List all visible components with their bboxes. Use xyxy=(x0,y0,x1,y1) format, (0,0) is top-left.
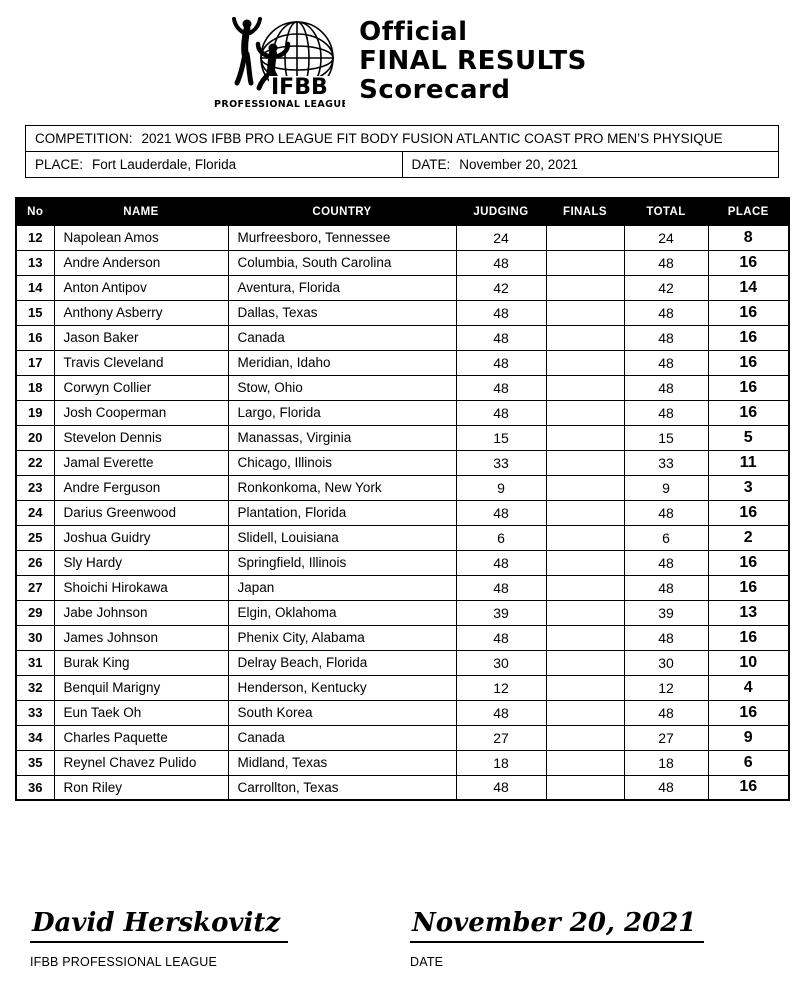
competitor-country: Dallas, Texas xyxy=(228,300,456,325)
total-score: 48 xyxy=(624,325,708,350)
competitor-country: Elgin, Oklahoma xyxy=(228,600,456,625)
place-rank: 9 xyxy=(708,725,789,750)
col-header-no: No xyxy=(16,198,54,225)
signature-date: November 20, 2021 xyxy=(410,908,704,943)
total-score: 33 xyxy=(624,450,708,475)
competitor-number: 34 xyxy=(16,725,54,750)
place-rank: 14 xyxy=(708,275,789,300)
ifbb-logo xyxy=(213,10,345,110)
place-rank: 16 xyxy=(708,350,789,375)
logo-subtitle-text: PROFESSIONAL LEAGUE xyxy=(214,99,346,110)
col-header-judging: JUDGING xyxy=(456,198,546,225)
table-row xyxy=(16,450,789,475)
judging-score: 15 xyxy=(456,425,546,450)
competitor-name: James Johnson xyxy=(54,625,228,650)
competitor-country: Stow, Ohio xyxy=(228,375,456,400)
competitor-number: 25 xyxy=(16,525,54,550)
competitor-name: Reynel Chavez Pulido xyxy=(54,750,228,775)
competitor-number: 23 xyxy=(16,475,54,500)
competitor-name: Josh Cooperman xyxy=(54,400,228,425)
place-rank: 16 xyxy=(708,250,789,275)
table-row xyxy=(16,600,789,625)
results-table xyxy=(15,197,790,801)
competitor-number: 30 xyxy=(16,625,54,650)
table-row xyxy=(16,575,789,600)
results-body xyxy=(16,225,789,800)
judging-score: 27 xyxy=(456,725,546,750)
total-score: 48 xyxy=(624,400,708,425)
place-rank: 16 xyxy=(708,775,789,800)
finals-score xyxy=(546,575,624,600)
competitor-name: Corwyn Collier xyxy=(54,375,228,400)
competitor-name: Anthony Asberry xyxy=(54,300,228,325)
competitor-number: 18 xyxy=(16,375,54,400)
competitor-name: Andre Ferguson xyxy=(54,475,228,500)
judging-score: 18 xyxy=(456,750,546,775)
competitor-number: 24 xyxy=(16,500,54,525)
competitor-number: 19 xyxy=(16,400,54,425)
col-header-name: NAME xyxy=(54,198,228,225)
table-row xyxy=(16,325,789,350)
place-rank: 16 xyxy=(708,400,789,425)
competitor-number: 32 xyxy=(16,675,54,700)
judging-score: 48 xyxy=(456,250,546,275)
place-rank: 16 xyxy=(708,550,789,575)
competitor-name: Benquil Marigny xyxy=(54,675,228,700)
competitor-country: Phenix City, Alabama xyxy=(228,625,456,650)
competitor-country: South Korea xyxy=(228,700,456,725)
logo-ifbb-text: IFBB xyxy=(271,75,328,100)
total-score: 48 xyxy=(624,775,708,800)
table-row xyxy=(16,550,789,575)
judging-score: 12 xyxy=(456,675,546,700)
col-header-total: TOTAL xyxy=(624,198,708,225)
competitor-country: Henderson, Kentucky xyxy=(228,675,456,700)
competition-info-box xyxy=(25,125,779,178)
competitor-name: Travis Cleveland xyxy=(54,350,228,375)
table-row xyxy=(16,700,789,725)
finals-score xyxy=(546,550,624,575)
finals-score xyxy=(546,225,624,250)
table-row xyxy=(16,300,789,325)
competitor-name: Jason Baker xyxy=(54,325,228,350)
judging-score: 48 xyxy=(456,775,546,800)
table-row xyxy=(16,500,789,525)
signature-org-label: IFBB PROFESSIONAL LEAGUE xyxy=(30,955,218,969)
table-row xyxy=(16,250,789,275)
place-rank: 16 xyxy=(708,375,789,400)
total-score: 9 xyxy=(624,475,708,500)
competitor-number: 36 xyxy=(16,775,54,800)
competitor-country: Chicago, Illinois xyxy=(228,450,456,475)
table-row xyxy=(16,650,789,675)
finals-score xyxy=(546,375,624,400)
title-line-1: Official xyxy=(359,17,468,47)
col-header-country: COUNTRY xyxy=(228,198,456,225)
judging-score: 48 xyxy=(456,375,546,400)
col-header-place: PLACE xyxy=(708,198,789,225)
competitor-name: Burak King xyxy=(54,650,228,675)
finals-score xyxy=(546,450,624,475)
table-row xyxy=(16,775,789,800)
competitor-number: 14 xyxy=(16,275,54,300)
place-rank: 8 xyxy=(708,225,789,250)
total-score: 48 xyxy=(624,575,708,600)
signature-date-label: DATE xyxy=(410,955,444,969)
total-score: 24 xyxy=(624,225,708,250)
judging-score: 48 xyxy=(456,700,546,725)
competitor-country: Carrollton, Texas xyxy=(228,775,456,800)
place-rank: 16 xyxy=(708,325,789,350)
finals-score xyxy=(546,300,624,325)
finals-score xyxy=(546,650,624,675)
finals-score xyxy=(546,350,624,375)
competitor-name: Anton Antipov xyxy=(54,275,228,300)
competitor-name: Charles Paquette xyxy=(54,725,228,750)
place-rank: 16 xyxy=(708,300,789,325)
competitor-country: Aventura, Florida xyxy=(228,275,456,300)
competitor-name: Napolean Amos xyxy=(54,225,228,250)
competitor-number: 20 xyxy=(16,425,54,450)
finals-score xyxy=(546,475,624,500)
place-rank: 11 xyxy=(708,450,789,475)
competitor-country: Slidell, Louisiana xyxy=(228,525,456,550)
finals-score xyxy=(546,725,624,750)
table-row xyxy=(16,725,789,750)
official-signature: David Herskovitz xyxy=(30,908,288,943)
table-row xyxy=(16,475,789,500)
competition-cell xyxy=(26,126,779,152)
judging-score: 30 xyxy=(456,650,546,675)
title-line-2: FINAL RESULTS xyxy=(359,46,587,76)
competitor-number: 15 xyxy=(16,300,54,325)
competitor-name: Jamal Everette xyxy=(54,450,228,475)
finals-score xyxy=(546,675,624,700)
page-header xyxy=(0,10,800,110)
table-row xyxy=(16,525,789,550)
judging-score: 33 xyxy=(456,450,546,475)
total-score: 48 xyxy=(624,625,708,650)
finals-score xyxy=(546,500,624,525)
table-row xyxy=(16,400,789,425)
competitor-country: Canada xyxy=(228,725,456,750)
table-row xyxy=(16,375,789,400)
total-score: 12 xyxy=(624,675,708,700)
date-value: November 20, 2021 xyxy=(459,157,578,172)
competition-row xyxy=(26,126,779,152)
competitor-country: Meridian, Idaho xyxy=(228,350,456,375)
judging-score: 48 xyxy=(456,625,546,650)
total-score: 15 xyxy=(624,425,708,450)
competition-value: 2021 WOS IFBB PRO LEAGUE FIT BODY FUSION ATLANTIC COAST PRO MEN’S PHYSIQUE xyxy=(141,131,723,146)
competitor-number: 31 xyxy=(16,650,54,675)
total-score: 48 xyxy=(624,300,708,325)
finals-score xyxy=(546,425,624,450)
judging-score: 39 xyxy=(456,600,546,625)
date-signature-block xyxy=(410,908,704,969)
place-rank: 16 xyxy=(708,700,789,725)
total-score: 48 xyxy=(624,250,708,275)
finals-score xyxy=(546,525,624,550)
finals-score xyxy=(546,625,624,650)
finals-score xyxy=(546,400,624,425)
total-score: 48 xyxy=(624,500,708,525)
competitor-country: Delray Beach, Florida xyxy=(228,650,456,675)
total-score: 18 xyxy=(624,750,708,775)
total-score: 48 xyxy=(624,550,708,575)
competitor-country: Springfield, Illinois xyxy=(228,550,456,575)
judging-score: 48 xyxy=(456,550,546,575)
total-score: 42 xyxy=(624,275,708,300)
place-label: PLACE: xyxy=(35,157,84,172)
competitor-name: Ron Riley xyxy=(54,775,228,800)
document-title xyxy=(359,18,587,105)
table-row xyxy=(16,675,789,700)
place-rank: 3 xyxy=(708,475,789,500)
place-rank: 13 xyxy=(708,600,789,625)
competitor-number: 35 xyxy=(16,750,54,775)
total-score: 48 xyxy=(624,375,708,400)
results-header xyxy=(16,198,789,225)
table-row xyxy=(16,425,789,450)
place-value: Fort Lauderdale, Florida xyxy=(92,157,237,172)
finals-score xyxy=(546,750,624,775)
total-score: 39 xyxy=(624,600,708,625)
place-rank: 5 xyxy=(708,425,789,450)
table-row xyxy=(16,350,789,375)
total-score: 6 xyxy=(624,525,708,550)
competitor-number: 27 xyxy=(16,575,54,600)
total-score: 48 xyxy=(624,700,708,725)
competitor-name: Darius Greenwood xyxy=(54,500,228,525)
competitor-number: 13 xyxy=(16,250,54,275)
finals-score xyxy=(546,700,624,725)
table-row xyxy=(16,625,789,650)
place-rank: 4 xyxy=(708,675,789,700)
place-date-row xyxy=(26,152,779,178)
competitor-country: Japan xyxy=(228,575,456,600)
table-row xyxy=(16,275,789,300)
judging-score: 24 xyxy=(456,225,546,250)
total-score: 30 xyxy=(624,650,708,675)
competitor-country: Largo, Florida xyxy=(228,400,456,425)
total-score: 48 xyxy=(624,350,708,375)
finals-score xyxy=(546,325,624,350)
place-rank: 10 xyxy=(708,650,789,675)
competitor-name: Shoichi Hirokawa xyxy=(54,575,228,600)
title-line-3: Scorecard xyxy=(359,75,511,105)
competitor-country: Columbia, South Carolina xyxy=(228,250,456,275)
competitor-name: Eun Taek Oh xyxy=(54,700,228,725)
place-rank: 16 xyxy=(708,575,789,600)
competitor-name: Stevelon Dennis xyxy=(54,425,228,450)
finals-score xyxy=(546,600,624,625)
competitor-country: Manassas, Virginia xyxy=(228,425,456,450)
finals-score xyxy=(546,775,624,800)
judging-score: 48 xyxy=(456,300,546,325)
competitor-country: Plantation, Florida xyxy=(228,500,456,525)
judging-score: 48 xyxy=(456,500,546,525)
competitor-country: Murfreesboro, Tennessee xyxy=(228,225,456,250)
judging-score: 48 xyxy=(456,350,546,375)
competitor-number: 22 xyxy=(16,450,54,475)
competitor-name: Joshua Guidry xyxy=(54,525,228,550)
competitor-country: Ronkonkoma, New York xyxy=(228,475,456,500)
judging-score: 48 xyxy=(456,325,546,350)
competitor-country: Midland, Texas xyxy=(228,750,456,775)
place-rank: 6 xyxy=(708,750,789,775)
table-row xyxy=(16,750,789,775)
place-cell xyxy=(26,152,403,178)
judging-score: 9 xyxy=(456,475,546,500)
competitor-number: 12 xyxy=(16,225,54,250)
header-row xyxy=(16,198,789,225)
judging-score: 48 xyxy=(456,400,546,425)
competitor-name: Jabe Johnson xyxy=(54,600,228,625)
competitor-number: 16 xyxy=(16,325,54,350)
competitor-name: Andre Anderson xyxy=(54,250,228,275)
col-header-finals: FINALS xyxy=(546,198,624,225)
competitor-number: 26 xyxy=(16,550,54,575)
judging-score: 6 xyxy=(456,525,546,550)
place-rank: 16 xyxy=(708,625,789,650)
competitor-name: Sly Hardy xyxy=(54,550,228,575)
competitor-number: 33 xyxy=(16,700,54,725)
date-cell xyxy=(402,152,779,178)
official-signature-block xyxy=(30,908,288,969)
judging-score: 48 xyxy=(456,575,546,600)
table-row xyxy=(16,225,789,250)
date-label: DATE: xyxy=(411,157,451,172)
finals-score xyxy=(546,250,624,275)
competitor-number: 17 xyxy=(16,350,54,375)
competitor-number: 29 xyxy=(16,600,54,625)
total-score: 27 xyxy=(624,725,708,750)
place-rank: 16 xyxy=(708,500,789,525)
judging-score: 42 xyxy=(456,275,546,300)
ifbb-logo-icon xyxy=(213,10,345,110)
finals-score xyxy=(546,275,624,300)
competitor-country: Canada xyxy=(228,325,456,350)
place-rank: 2 xyxy=(708,525,789,550)
competition-label: COMPETITION: xyxy=(35,131,133,146)
